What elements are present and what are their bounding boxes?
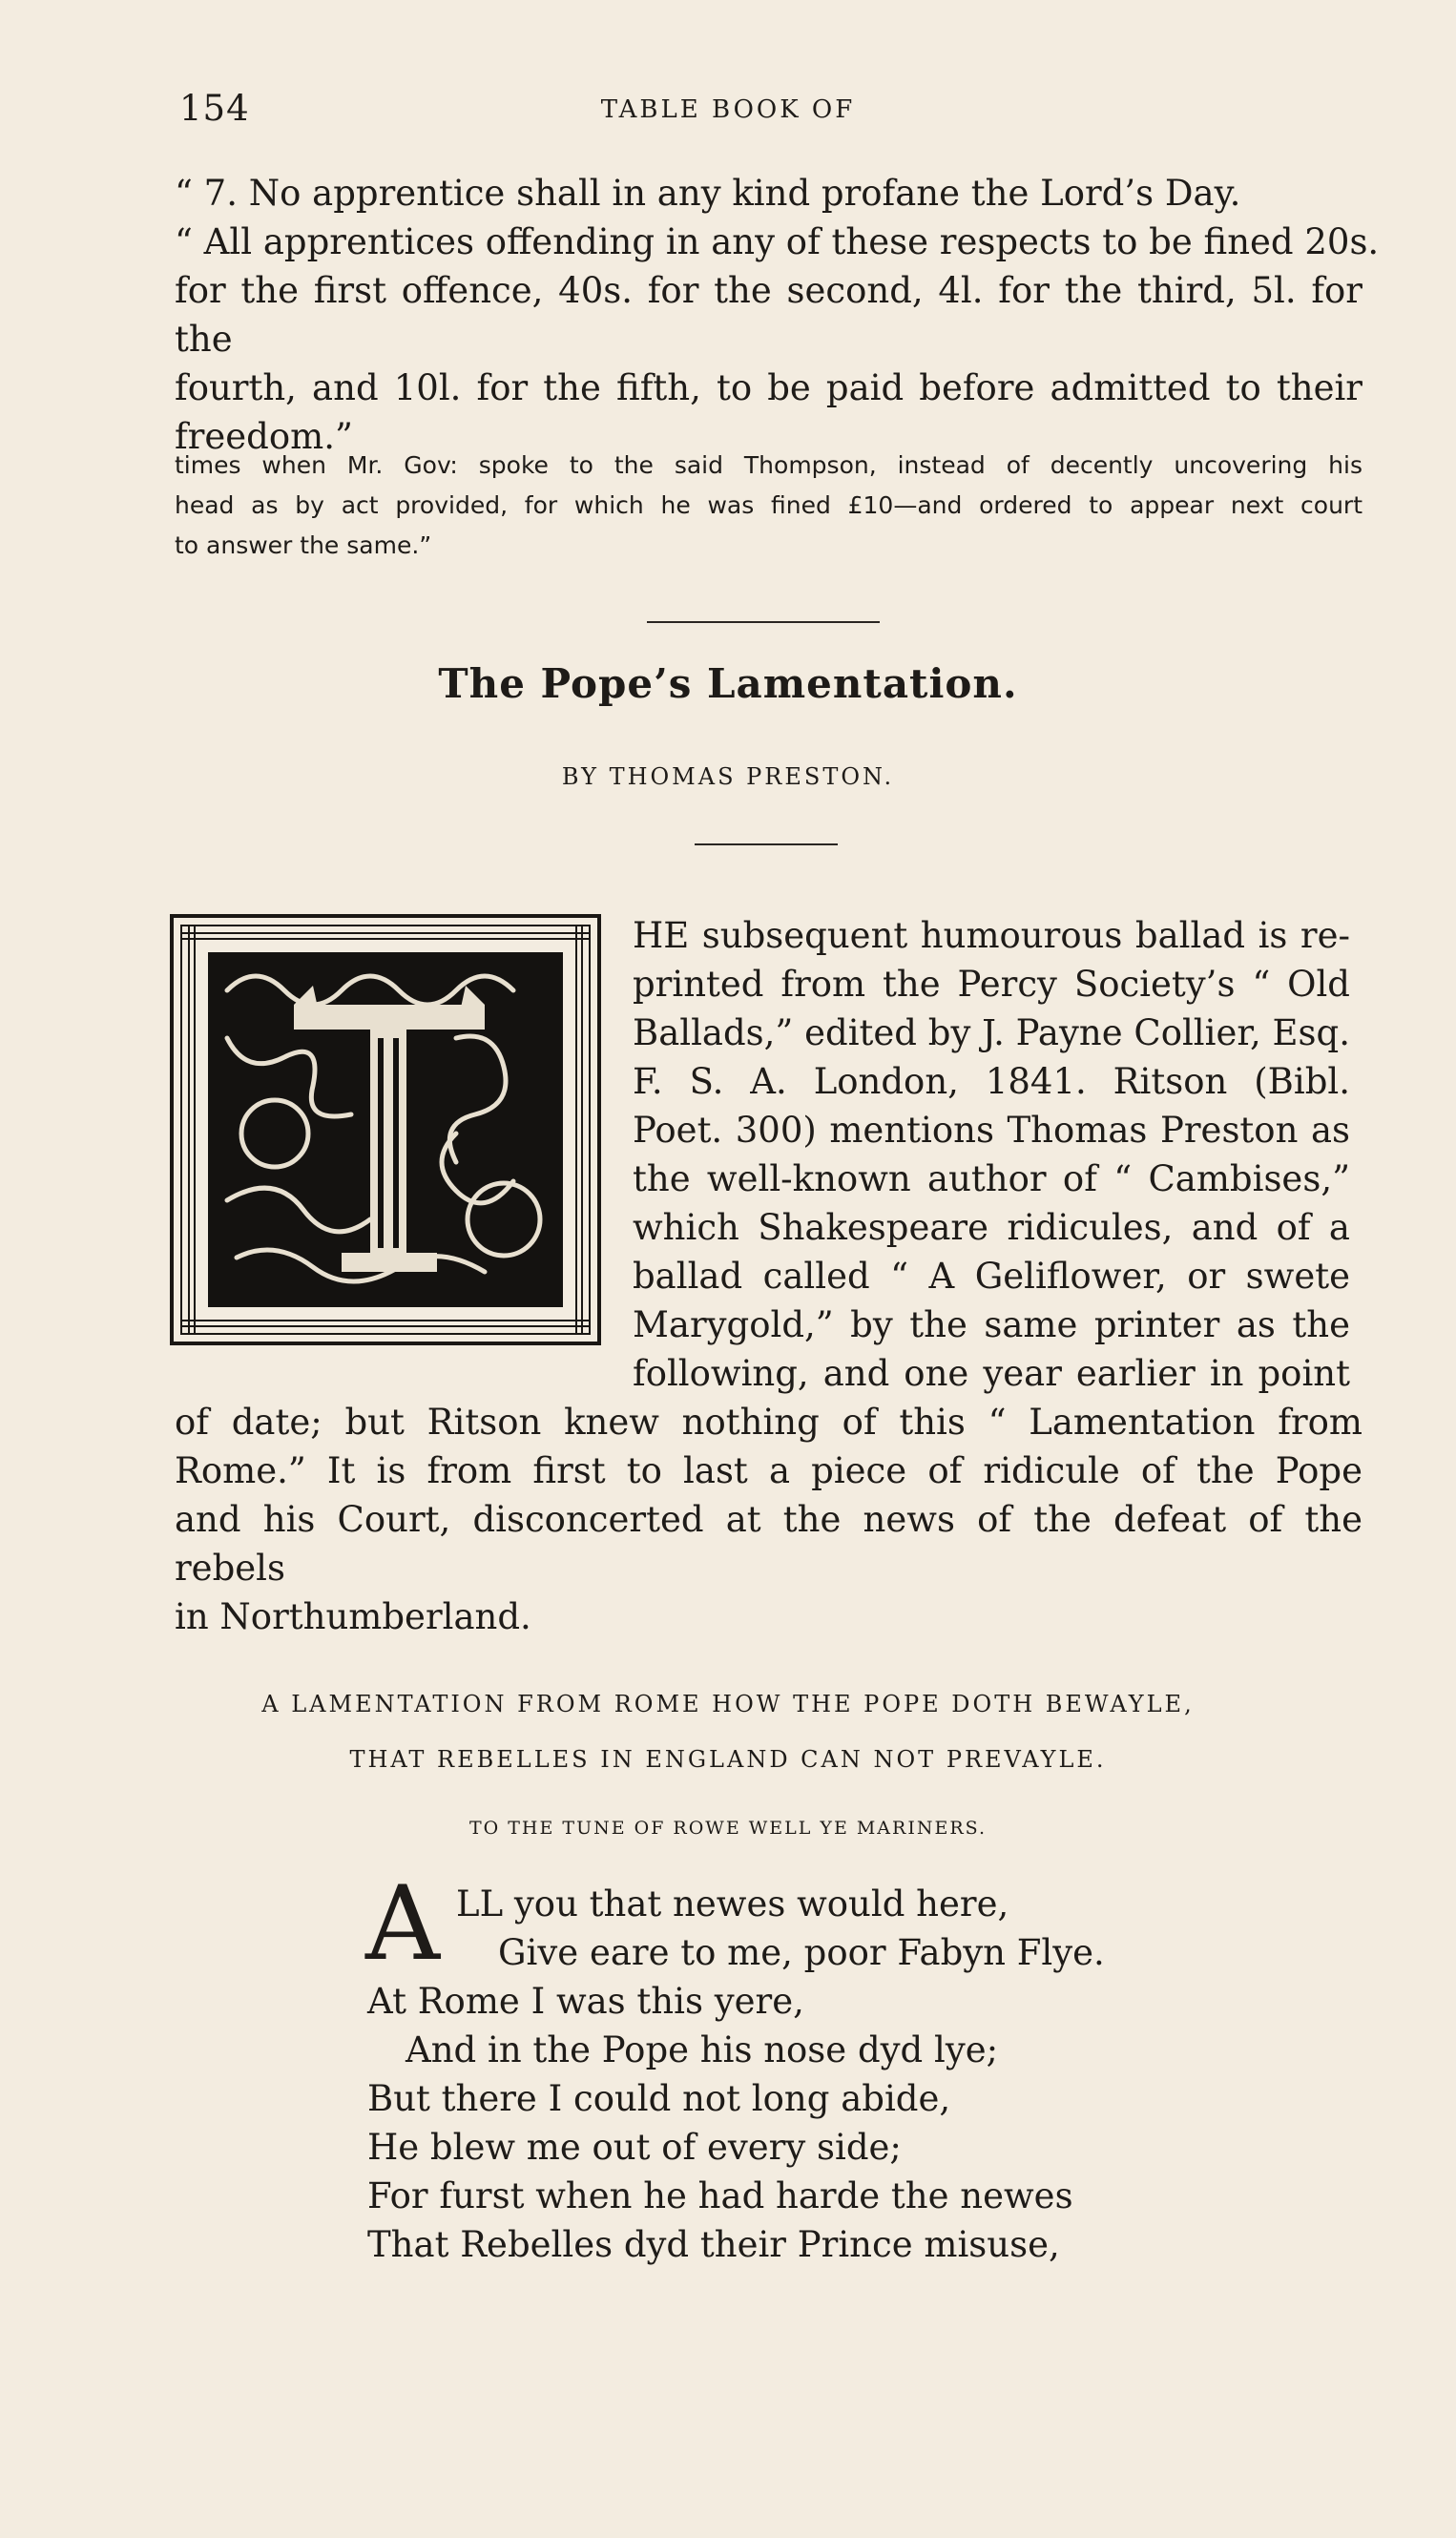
ornamental-initial [170, 914, 601, 1345]
intro-paragraph [633, 911, 1350, 1398]
intro-line: Ballads,” edited by J. Payne Collier, Esq. [633, 1012, 1350, 1053]
intro-line: Marygold,” by the same printer as the [633, 1304, 1350, 1345]
intro-line: following, and one year earlier in point [633, 1353, 1350, 1394]
intro-line: HE subsequent humourous ballad is re- [633, 915, 1350, 956]
intro-line: of date; but Ritson knew nothing of this “ Lamentation from [175, 1402, 1362, 1443]
intro-line: which Shakespeare ridicules, and of a [633, 1207, 1350, 1248]
quote-line: for the first offence, 40s. for the second, 4l. for the third, 5l. for the [175, 270, 1362, 360]
ballad-tune: TO THE TUNE OF ROWE WELL YE MARINERS. [468, 1818, 988, 1839]
intro-line: Poet. 300) mentions Thomas Preston as [633, 1110, 1350, 1151]
verse-line: He blew me out of every side; [367, 2127, 902, 2168]
quote-line: “ 7. No apprentice shall in any kind profane the Lord’s Day. [175, 173, 1241, 214]
ornamental-initial-art [170, 914, 601, 1345]
section-divider [695, 843, 838, 845]
ballad-heading: A LAMENTATION FROM ROME HOW THE POPE DOTH BEWAYLE, [261, 1691, 1195, 1717]
quote-line: “ All apprentices offending in any of these respects to be fined 20s. [175, 221, 1380, 262]
verse-block [367, 1977, 1073, 2269]
intro-line: printed from the Percy Society’s “ Old [633, 964, 1350, 1005]
section-divider [647, 621, 880, 623]
intro-line: the well-known author of “ Cambises,” [633, 1158, 1350, 1199]
intro-line: Rome.” It is from first to last a piece of ridicule of the Pope [175, 1450, 1362, 1491]
ballad-heading: THAT REBELLES IN ENGLAND CAN NOT PREVAYLE. [349, 1746, 1107, 1773]
intro-line: in Northumberland. [175, 1596, 531, 1637]
byline: BY THOMAS PRESTON. [561, 763, 895, 790]
verse-line: For furst when he had harde the newes [367, 2175, 1073, 2216]
drop-cap: A [365, 1864, 440, 1984]
verse-line: But there I could not long abide, [367, 2078, 951, 2119]
quote-line: fourth, and 10l. for the fifth, to be paid before admitted to their [175, 367, 1362, 408]
quote-line: freedom.” [175, 416, 353, 457]
note-line: to answer the same.” [175, 531, 432, 559]
verse-line: At Rome I was this yere, [367, 1981, 804, 2022]
verse-line: Give eare to me, poor Fabyn Flye. [498, 1932, 1105, 1973]
verse-block-indented [456, 1880, 1105, 1977]
running-title: TABLE BOOK OF [600, 95, 856, 124]
intro-paragraph-continued [175, 1398, 1362, 1641]
note-line: head as by act provided, for which he was fined £10—and ordered to appear next court [175, 491, 1362, 519]
verse-line: And in the Pope his nose dyd lye; [406, 2029, 999, 2070]
verse-line: LL you that newes would here, [456, 1883, 1009, 1924]
verse-line: That Rebelles dyd their Prince misuse, [367, 2224, 1060, 2265]
intro-line: ballad called “ A Geliflower, or swete [633, 1256, 1350, 1297]
article-title: The Pope’s Lamentation. [438, 660, 1018, 707]
note-line: times when Mr. Gov: spoke to the said Thompson, instead of decently uncovering his [175, 451, 1362, 479]
note-block [175, 446, 1362, 566]
quote-block [175, 169, 1380, 461]
intro-line: and his Court, disconcerted at the news of the defeat of the rebels [175, 1499, 1362, 1589]
page-number: 154 [179, 88, 250, 129]
intro-line: F. S. A. London, 1841. Ritson (Bibl. [633, 1061, 1350, 1102]
